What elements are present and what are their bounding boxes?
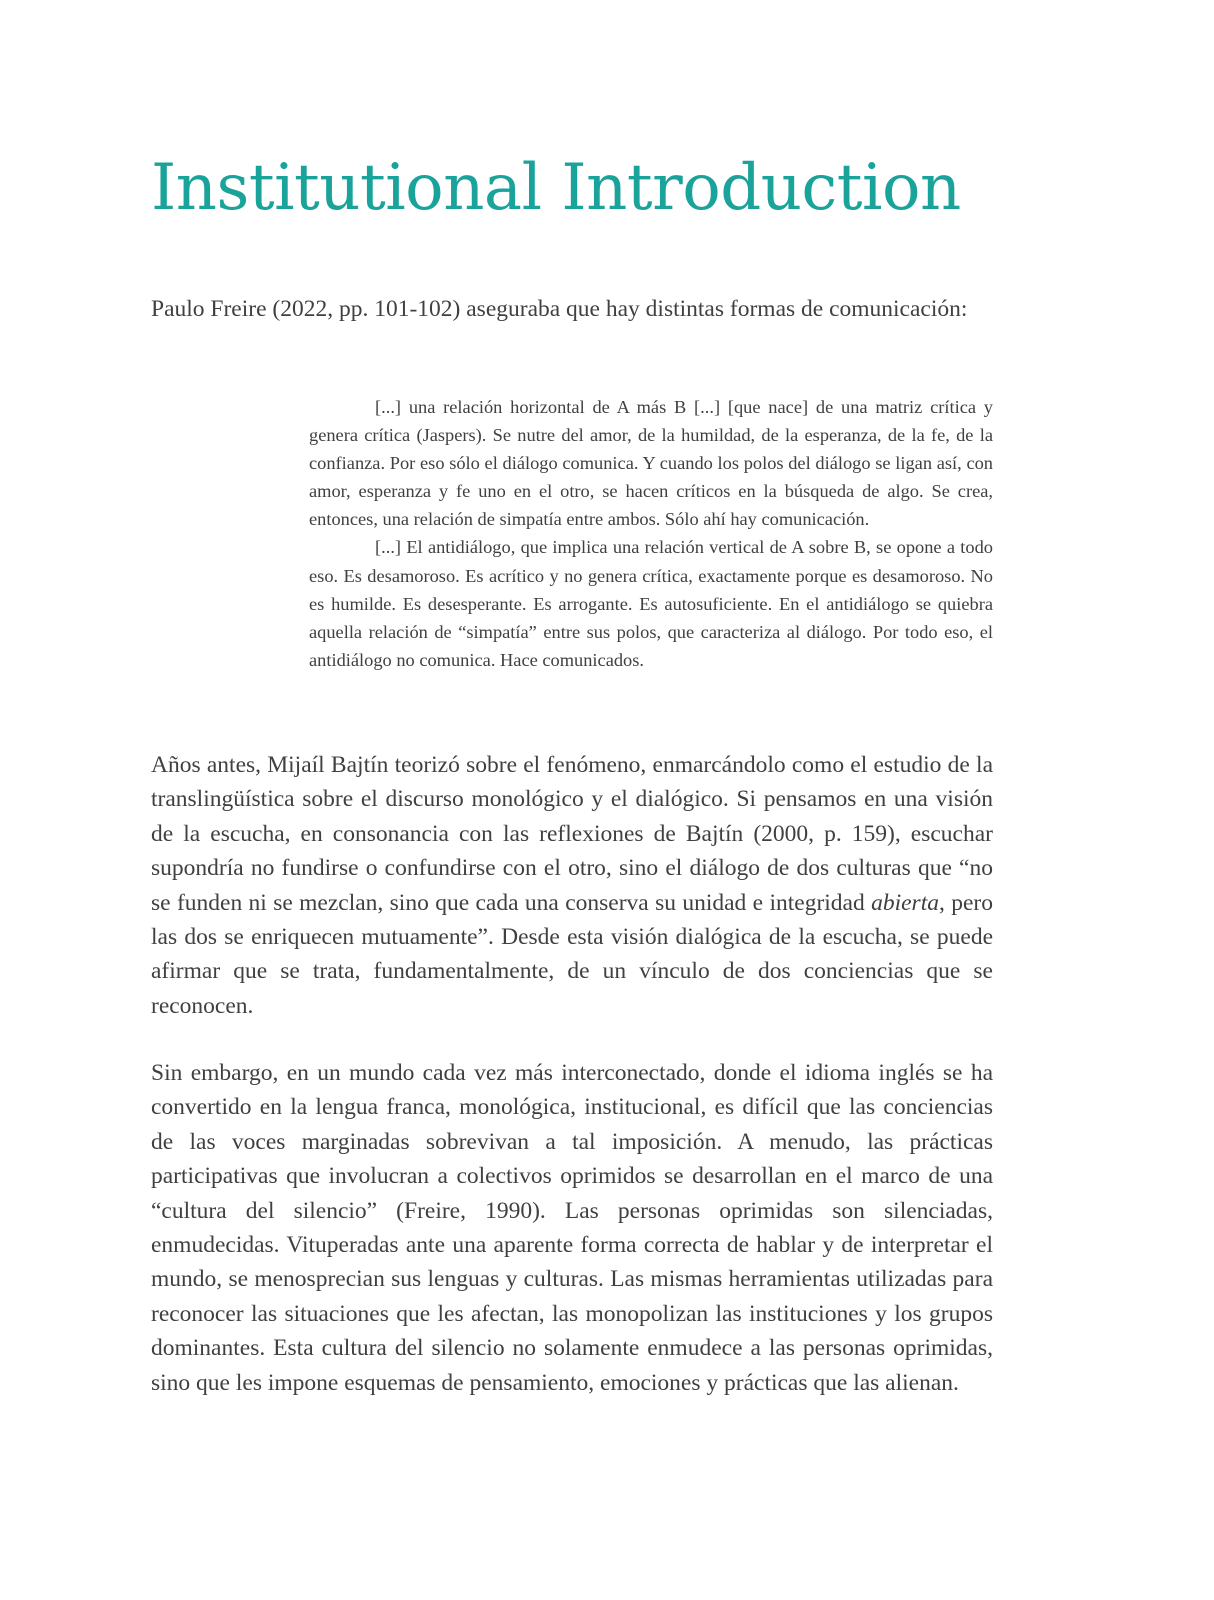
emphasis-abierta: abierta — [871, 889, 939, 916]
silence-culture-paragraph: Sin embargo, en un mundo cada vez más interconectado, donde el idioma inglés se ha convertido en la lengua franca, monológica, institucional, es difícil que las conciencias de las voces marginadas sobrevivan a tal imposición. A menudo, las prácticas participativas que involucran a colectivos oprimidos se desarrollan en el marco de una “cultura del silencio” (Freire, 1990). Las personas oprimidas son silenciadas, enmudecidas. Vituperadas ante una aparente forma correcta de hablar y de interpretar el mundo, se menosprecian sus lenguas y culturas. Las mismas herramientas utilizadas para reconocer las situaciones que les afectan, las monopolizan las instituciones y los grupos dominantes. Esta cultura del silencio no solamente enmudece a las personas oprimidas, sino que les impone esquemas de pensamiento, emociones y prácticas que las alienan. — [151, 1060, 993, 1396]
quote-paragraph-1: [...] una relación horizontal de A más B [...] [que nace] de una matriz crítica y genera crítica (Jaspers). Se nutre del amor, de la humildad, de la esperanza, de la fe, de la confianza. Por eso sólo el diálogo comunica. Y cuando los polos del diálogo se ligan así, con amor, esperanza y fe uno en el otro, se hacen críticos en la búsqueda de algo. Se crea, entonces, una relación de simpatía entre ambos. Sólo ahí hay comunicación. — [309, 397, 993, 530]
bajtin-paragraph — [151, 748, 993, 1023]
quote-paragraph-2: [...] El antidiálogo, que implica una relación vertical de A sobre B, se opone a todo eso. Es desamoroso. Es acrítico y no genera crítica, exactamente porque es desamoroso. No es humilde. Es desesperante. Es arrogante. Es autosuficiente. En el antidiálogo se quiebra aquella relación de “simpatía” entre sus polos, que caracteriza al diálogo. Por todo eso, el antidiálogo no comunica. Hace comunicados. — [309, 537, 993, 670]
document-page — [151, 0, 993, 1600]
freire-block-quote — [309, 393, 993, 674]
bajtin-text-after: , pero las dos se enriquecen mutuamente”. Desde esta visión dialógica de la escucha, se puede afirmar que se trata, fundamentalmente, de un vínculo de dos conciencias que se reconocen. — [151, 889, 993, 1019]
intro-paragraph: Paulo Freire (2022, pp. 101-102) aseguraba que hay distintas formas de comunicación: — [151, 296, 968, 322]
bajtin-text-before: Años antes, Mijaíl Bajtín teorizó sobre el fenómeno, enmarcándolo como el estudio de la translingüística sobre el discurso monológico y el dialógico. Si pensamos en una visión de la escucha, en consonancia con las reflexiones de Bajtín (2000, p. 159), escuchar supondría no fundirse o confundirse con el otro, sino el diálogo de dos culturas que “no se funden ni se mezclan, sino que cada una conserva su unidad e integridad — [151, 752, 993, 916]
page-title: Institutional Introduction — [151, 151, 961, 225]
